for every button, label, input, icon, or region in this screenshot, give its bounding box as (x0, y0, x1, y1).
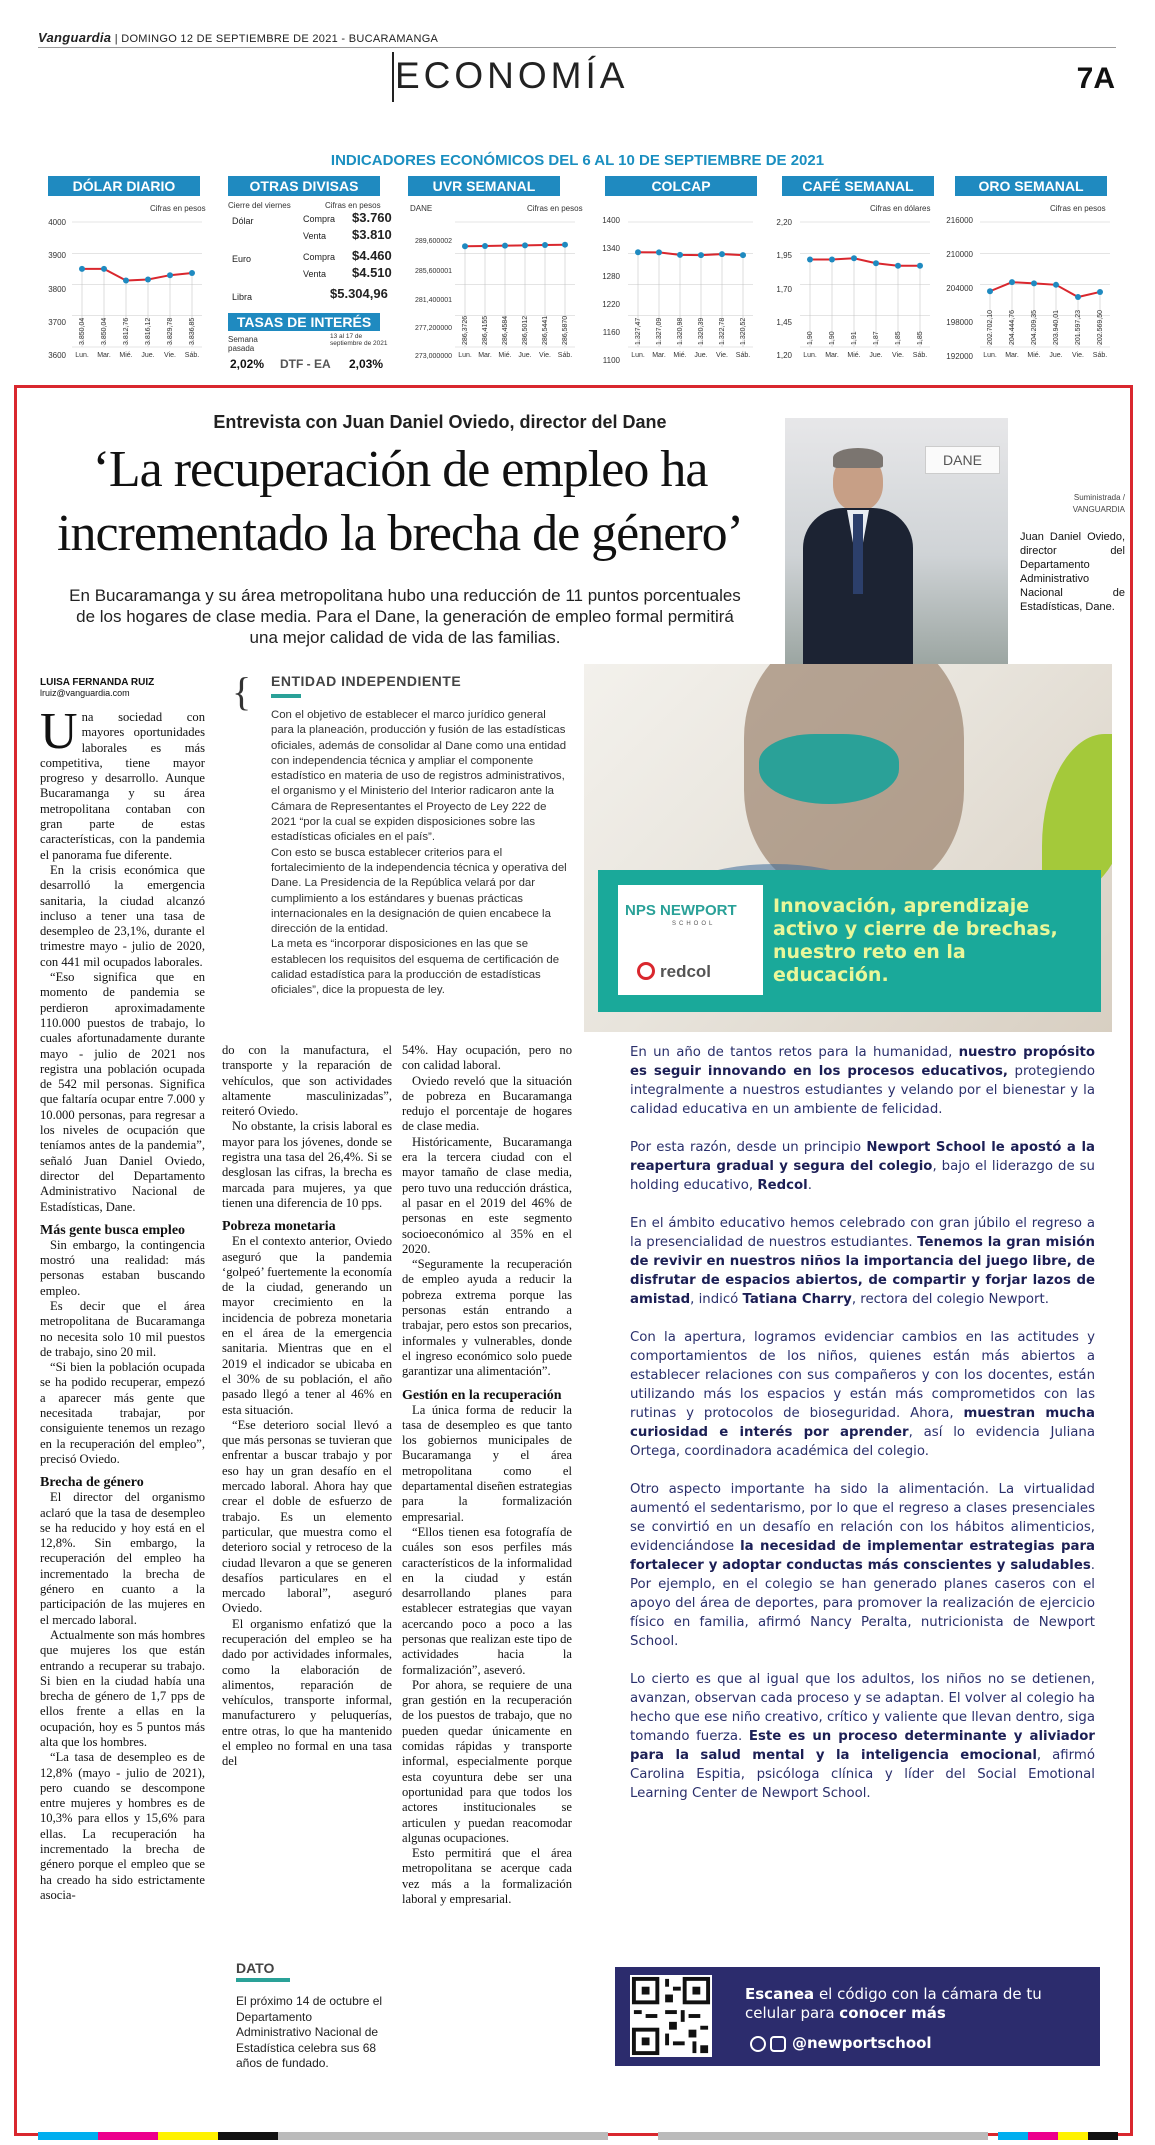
data-point (851, 255, 857, 261)
x-tick-label: Sáb. (184, 352, 200, 359)
article-headline: ‘La recuperación de empleo ha incrementado la brecha de género’ (57, 441, 743, 562)
data-point (189, 270, 195, 276)
y-tick: 1,20 (776, 351, 792, 360)
y-tick: 289,600002 (415, 238, 452, 245)
dolar-panel-title: DÓLAR DIARIO (48, 176, 200, 196)
paragraph: La meta es “incorporar disposiciones en las que se establecen los requisitos del esquema de certificación de calidad estadística para la producción de estadísticas oficiales”, dice la propuesta de ley. (271, 938, 560, 997)
data-point (542, 242, 548, 248)
ad-paragraph (630, 1043, 1095, 1119)
data-point (635, 249, 641, 255)
x-tick-label: Mar. (1005, 352, 1019, 359)
paragraph: En la crisis económica que desarrolló la emergencia sanitaria, la ciudad alcanzó incluso a tener una tasa de desempleo de 23,1%, durante el trimestre mayo - julio de 2020, con 441 mil ocupados laborales. (40, 862, 205, 969)
data-label: 204.209,35 (1031, 309, 1038, 345)
data-label: 202.702,10 (987, 309, 994, 345)
y-tick: 210000 (946, 250, 973, 259)
divisas-type: Venta (303, 269, 327, 279)
article-kicker: Entrevista con Juan Daniel Oviedo, director del Dane (213, 412, 667, 432)
data-label: 1.322,78 (719, 317, 726, 345)
text: , rectora del colegio Newport. (851, 1292, 1049, 1307)
data-point (562, 242, 568, 248)
data-point (462, 243, 468, 249)
y-tick: 285,600001 (415, 268, 452, 275)
data-point (895, 263, 901, 269)
data-label: 1,85 (917, 331, 924, 345)
emphasis: muestran mucha curiosidad e interés por aprender (630, 1406, 1095, 1440)
photo-caption: Juan Daniel Oviedo, director del Departamento Administrativo Nacional de Estadísticas, Dane. (1020, 531, 1125, 613)
article-standfirst: En Bucaramanga y su área metropolitana hubo una reducción de 11 puntos porcentuales de los hogares de clase media. Para el Dane, la generación de empleo formal permitirá una mejor calidad de vida de las familias. (69, 586, 741, 647)
paragraph: do con la manufactura, el transporte y la reparación de vehículos, que son actividades altamente masculinizadas”, reiteró Oviedo. (222, 1043, 392, 1119)
print-registration-strip (38, 2132, 1118, 2140)
x-tick-label: Lun. (983, 352, 997, 359)
data-label: 202.569,50 (1097, 309, 1104, 345)
data-point (101, 266, 107, 272)
uvr-unit: Cifras en pesos (527, 204, 583, 213)
sidebar-brace-icon: { (232, 669, 252, 714)
x-tick-label: Mié. (1027, 352, 1041, 359)
ad-body (630, 1043, 1095, 1822)
text: En un año de tantos retos para la humanidad, (630, 1045, 959, 1060)
divisas-type: Compra (303, 214, 336, 224)
data-label: 1,90 (829, 331, 836, 345)
colcap-panel-title: COLCAP (605, 176, 757, 196)
data-point (740, 252, 746, 258)
text: . (807, 1178, 812, 1193)
data-label: 1,85 (895, 331, 902, 345)
paragraph: Históricamente, Bucaramanga era la tercera ciudad con el mayor tamaño de clase media, pero tuvo una reducción drástica, al pasar en el 2019 del 46% de personas en este segmento socioeconómico al 35% en el 2020. (402, 1134, 572, 1256)
y-tick: 1400 (602, 216, 620, 225)
tasas-left-caption: Semana pasada (228, 335, 258, 353)
y-tick: 3600 (48, 351, 66, 360)
data-point (873, 260, 879, 266)
portrait-photo (785, 418, 1008, 668)
data-label: 1.320,98 (677, 317, 684, 345)
y-tick: 1160 (602, 328, 620, 337)
sidebar-accent-rule (271, 694, 301, 698)
ad-slogan: Innovación, aprendizaje activo y cierre de brechas, nuestro reto en la educación. (773, 895, 1058, 986)
paragraph: 54%. Hay ocupación, pero no con calidad laboral. (402, 1043, 572, 1073)
y-tick: 1,95 (776, 251, 792, 260)
data-point (656, 249, 662, 255)
x-tick-label: Vie. (164, 352, 176, 359)
newport-logo-sub: SCHOOL (672, 921, 716, 927)
section-title: ECONOMÍA (395, 55, 629, 96)
uvr-panel-title: UVR SEMANAL (408, 176, 560, 196)
subheading: Pobreza monetaria (222, 1219, 336, 1235)
x-tick-label: Lun. (458, 352, 472, 359)
text: el código con la cámara de tu celular para (745, 1985, 1042, 2022)
y-tick: 4000 (48, 218, 66, 227)
data-label: 3.812,76 (123, 317, 130, 345)
y-tick: 1220 (602, 300, 620, 309)
x-tick-label: Mié. (119, 352, 133, 359)
paragraph: Es decir que el área metropolitana de Bucaramanga no necesita solo 10 mil puestos de trabajo, sino 20 mil. (40, 1298, 205, 1359)
paragraph: Oviedo reveló que la situación de pobreza en Bucaramanga redujo el porcentaje de hogares de clase media. (402, 1073, 572, 1134)
data-label: 1.320,52 (740, 317, 747, 345)
divisas-panel-title: OTRAS DIVISAS (228, 176, 380, 196)
tasas-right-value: 2,03% (349, 357, 384, 371)
data-label: 286,3726 (462, 315, 469, 345)
y-tick: 192000 (946, 352, 973, 361)
y-tick: 281,400001 (415, 297, 452, 304)
y-tick: 277,200000 (415, 325, 452, 332)
portrait-tie (853, 514, 863, 594)
y-tick: 2,20 (776, 218, 792, 227)
data-point (1031, 280, 1037, 286)
qr-code-icon[interactable] (630, 1975, 712, 2057)
data-point (502, 243, 508, 249)
y-tick: 3800 (48, 285, 66, 294)
divisas-value: $4.460 (352, 248, 392, 263)
newport-logo: NPS NEWPORT (625, 902, 737, 919)
divisas-subhead-right: Cifras en pesos (325, 201, 381, 210)
data-label: 3.816,12 (145, 317, 152, 345)
y-tick: 3700 (48, 318, 66, 327)
emphasis: Este es un proceso determinante y aliviador para la salud mental y la inteligencia emocional (630, 1729, 1095, 1763)
ad-paragraph (630, 1670, 1095, 1803)
y-tick: 1,70 (776, 285, 792, 294)
article-column-3 (402, 1043, 572, 1907)
paragraph-text: na sociedad con mayores oportunidades laborales es más competitiva, tiene mayor progreso y desarrollo. Aunque Bucaramanga y su área metropolitana contaban con gran parte de estas características, con la pandemia el panorama fue diferente. (40, 710, 205, 862)
ad-paragraph (630, 1480, 1095, 1651)
y-tick: 204000 (946, 284, 973, 293)
divisas-value: $3.760 (352, 210, 392, 225)
qr-code-graphic (630, 1975, 712, 2057)
x-tick-label: Mar. (652, 352, 666, 359)
x-tick-label: Jue. (518, 352, 532, 359)
subheading: Brecha de género (40, 1475, 144, 1491)
x-tick-label: Sáb. (557, 352, 573, 359)
x-tick-label: Jue. (869, 352, 883, 359)
redcol-logo-icon (637, 962, 655, 980)
data-point (167, 272, 173, 278)
text: , bajo el liderazgo de su holding educativo, (630, 1159, 1095, 1193)
text: Por esta razón, desde un principio (630, 1140, 867, 1155)
data-point (807, 257, 813, 263)
dato-text: El próximo 14 de octubre el Departamento Administrativo Nacional de Estadística celebra sus 68 años de fundado. (236, 1994, 383, 2070)
oro-panel-title: ORO SEMANAL (955, 176, 1107, 196)
cafe-unit: Cifras en dólares (870, 204, 931, 213)
data-label: 286,5870 (562, 315, 569, 345)
photo-credit: Suministrada / VANGUARDIA (1072, 493, 1125, 514)
emphasis: Tenemos la gran misión de revivir en nuestros niños la importancia del juego libre, de disfrutar de espacios abiertos, de compartir y forjar lazos de amistad (630, 1235, 1095, 1307)
data-label: 1,90 (807, 331, 814, 345)
data-point (987, 288, 993, 294)
y-tick: 1280 (602, 272, 620, 281)
paragraph: No obstante, la crisis laboral es mayor para los jóvenes, donde se registra una tasa del 26,4%. Si se desglosan las cifras, la brecha es marcada para mujeres, ya que tienen una diferencia de 10 pps. (222, 1119, 392, 1210)
paragraph: “Ese deterioro social llevó a que más personas se tuvieran que enfrentar a buscar trabajo y por eso hay un gran desafío en el mercado laboral. Ahora hay que crear el doble de esfuerzo de trabajo. Es un elemento particular, que muestra como el deterioro social y retroceso de la ciudad llevaron a que se generen desafíos particulares en el mercado laboral”, aseguró Oviedo. (222, 1417, 392, 1616)
series-line (810, 258, 920, 266)
portrait-hair (833, 448, 883, 468)
emphasis: Newport School le apostó a la reapertura gradual y segura del colegio (630, 1140, 1095, 1174)
paragraph: “Si bien la población ocupada se ha podido recuperar, empezó a aparecer más gente que necesitada trabajar, por consiguiente tenemos un rezago en la recuperación del empleo”, precisó Oviedo. (40, 1360, 205, 1466)
tasas-left-value: 2,02% (230, 357, 265, 371)
ad-scan-text (745, 1985, 1085, 2023)
data-point (719, 251, 725, 257)
paragraph: “Eso significa que en momento de pandemia se perdieron aproximadamente 110.000 puestos de trabajo, lo cuales afortunadamente durante mayo - julio de 2021 nos registra una población ocupada de 542 mil personas. Significa que faltaría ocupar entre 7.000 y 10.000 personas, para regresar a los niveles de ocupación que teníamos antes de la pandemia”, señaló Juan Daniel Oviedo, director del Departamento Administrativo Nacional de Estadísticas, Dane. (40, 970, 205, 1214)
dolar-unit: Cifras en pesos (150, 204, 206, 213)
data-label: 203.940,01 (1053, 309, 1060, 345)
divisas-value: $4.510 (352, 265, 392, 280)
paragraph: Con el objetivo de establecer el marco jurídico general para la planeación, producción y fusión de las estadísticas oficiales, además de consolidar al Dane como una entidad con independencia técnica y ampliar el componente estadístico en materia de uso de registros administrativos, el organismo y el Ministerio del Interior radicaron ante la Cámara de Representantes el Proyecto de Ley 222 de 2021 “por la cual se expiden disposiciones sobre las estadísticas oficiales en el país”. (271, 709, 567, 844)
data-label: 3.829,78 (167, 317, 174, 345)
tasas-right-caption: 13 al 17 de septiembre de 2021 (330, 333, 388, 347)
section-divider (392, 52, 394, 102)
dateline: | DOMINGO 12 DE SEPTIEMBRE DE 2021 - BUCARAMANGA (114, 33, 439, 45)
data-point (1075, 294, 1081, 300)
data-label: 3.850,04 (101, 317, 108, 345)
dane-sign: DANE (925, 446, 1000, 474)
text: , indicó (690, 1292, 743, 1307)
text: , afirmó Carolina Espitia, psicóloga clínica y líder del Social Emotional Learning Center de Newport School. (630, 1748, 1095, 1801)
divisas-type: Venta (303, 231, 327, 241)
emphasis: Tatiana Charry (742, 1292, 852, 1307)
data-label: 286,5012 (522, 315, 529, 345)
data-point (829, 257, 835, 263)
cafe-panel-title: CAFÉ SEMANAL (782, 176, 934, 196)
x-tick-label: Vie. (716, 352, 728, 359)
data-label: 1,87 (873, 331, 880, 345)
paragraph: Con esto se busca establecer criterios para el fortalecimiento de la independencia técnica y operativa del Dane. La Presidencia de la República velará por dar cumplimiento a los estándares y buenas prácticas internacionales en la designación de quien encabece la dirección de la entidad. (271, 846, 567, 936)
paragraph: Por ahora, se requiere de una gran gestión en la recuperación de los puestos de trabajo, que no pueden quedar únicamente en comidas rápidas y transporte informal, especialmente porque esta coyuntura debe ser una oportunidad para que todos los actores institucionales se articulen y puedan reacomodar algunas ocupaciones. (402, 1677, 572, 1845)
instagram-icon[interactable] (770, 2036, 786, 2052)
series-line (638, 252, 743, 255)
data-label: 204.444,76 (1009, 309, 1016, 345)
y-tick: 1,45 (776, 318, 792, 327)
series-line (82, 269, 192, 281)
data-label: 286,4155 (482, 315, 489, 345)
oro-unit: Cifras en pesos (1050, 204, 1106, 213)
uvr-chart (455, 222, 575, 357)
text: . Por ejemplo, en el colegio se han generado planes caseros con el apoyo del área de deportes, para promover la realización de ejercicio físico en familia, afirmó Nancy Peralta, nutricionista de Newport School. (630, 1558, 1095, 1649)
tasas-mid-label: DTF - EA (280, 357, 331, 371)
ad-paragraph (630, 1328, 1095, 1461)
x-tick-label: Lun. (631, 352, 645, 359)
subheading: Más gente busca empleo (40, 1222, 186, 1238)
x-tick-label: Mié. (673, 352, 687, 359)
dato-title: DATO (236, 1960, 275, 1976)
y-tick: 1100 (602, 356, 620, 365)
text: protegiendo integralmente a nuestros estudiantes y velando por el bienestar y la calidad educativa en un ambiente de felicidad. (630, 1064, 1095, 1117)
x-tick-label: Sáb. (912, 352, 928, 359)
paragraph: El director del organismo aclaró que la tasa de desempleo se ha reducido y hoy está en el 12,8%. Sin embargo, la recuperación del empleo ha incrementado la brecha de género en cuanto a la participación de las mujeres en el mercado laboral. (40, 1490, 205, 1627)
paragraph: Esto permitirá que el área metropolitana se acerque cada vez más a la formalización laboral y empresarial. (402, 1846, 572, 1907)
data-label: 1.327,47 (635, 317, 642, 345)
x-tick-label: Vie. (892, 352, 904, 359)
ad-paragraph (630, 1138, 1095, 1195)
data-label: 1.320,39 (698, 317, 705, 345)
header-rule (38, 47, 1116, 48)
x-tick-label: Mié. (847, 352, 861, 359)
divisas-value: $5.304,96 (330, 286, 388, 301)
x-tick-label: Mar. (97, 352, 111, 359)
data-point (698, 252, 704, 258)
data-label: 286,5441 (542, 315, 549, 345)
redcol-logo: redcol (660, 962, 712, 981)
series-line (465, 245, 565, 247)
data-label: 201.597,23 (1075, 309, 1082, 345)
paper-name: Vanguardia (38, 30, 112, 45)
divisas-currency: Euro (232, 254, 252, 264)
data-point (123, 278, 129, 284)
paragraph: En el contexto anterior, Oviedo aseguró que la pandemia ‘golpeó’ fuertemente la economía de la ciudad, generando un mayor crecimiento en la incidencia de pobreza monetaria en el área de la emergencia sanitaria. Mientras que en el 2019 el indicador se ubicaba en el 30% de su población, el año pasado llegó a tener al 46% en esta situación. (222, 1234, 392, 1417)
paragraph: “La tasa de desempleo es de 12,8% (mayo - julio de 2021), pero cuando se descompone entre mujeres y hombres es de 10,3% para ellos y 15,6% para ellas. La recuperación ha incrementado la brecha de género porque el empleo que se ha creado ha sido estrictamente asocia- (40, 1750, 205, 1902)
divisas-type: Compra (303, 252, 336, 262)
author-email[interactable]: lruiz@vanguardia.com (40, 688, 130, 698)
paragraph: “Seguramente la recuperación de empleo ayuda a reducir la pobreza extrema porque las personas están entrando a trabajar, pero estos son precarios, informales y vulnerables, donde el ingreso económico solo puede garantizar una alimentación”. (402, 1257, 572, 1379)
x-tick-label: Sáb. (1092, 352, 1108, 359)
y-tick: 3900 (48, 251, 66, 260)
data-point (1053, 282, 1059, 288)
drop-cap: U (40, 703, 78, 760)
author-name: LUISA FERNANDA RUIZ (40, 677, 155, 688)
x-tick-label: Mar. (478, 352, 492, 359)
divisas-value: $3.810 (352, 227, 392, 242)
data-label: 3.850,04 (79, 317, 86, 345)
ad-face-mask (759, 734, 899, 804)
y-tick: 216000 (946, 216, 973, 225)
paragraph: “Ellos tienen esa fotografía de cuáles son esos perfiles más característicos de la informalidad en la ciudad y están desarrollando planes para establecer estrategias que vayan acercando poco a poco a las personas que realizan este tipo de actividades hacia la formalización”, aseveró. (402, 1524, 572, 1677)
tasas-title: TASAS DE INTERÉS (228, 313, 380, 331)
data-label: 1,91 (851, 331, 858, 345)
divisas-subhead-left: Cierre del viernes (228, 201, 291, 210)
x-tick-label: Vie. (539, 352, 551, 359)
data-point (677, 252, 683, 258)
ad-paragraph (630, 1214, 1095, 1309)
dolar-chart (72, 222, 202, 357)
text: Con la apertura, logramos evidenciar cambios en las actitudes y comportamientos de los niños, quienes están más abiertos a establecer relaciones con sus compañeros y con los docentes, están utilizando más los espacios y están más comprometidos con las rutinas y protocolos de bioseguridad. Ahora, (630, 1330, 1095, 1421)
x-tick-label: Lun. (75, 352, 89, 359)
x-tick-label: Jue. (1049, 352, 1063, 359)
facebook-icon[interactable] (750, 2036, 766, 2052)
text: Otro aspecto importante ha sido la alimentación. La virtualidad aumentó el sedentarismo, por lo que el regreso a clases presenciales se convirtió en un desafío en relación con los hábitos alimenticios, evidenciándose (630, 1482, 1095, 1554)
emphasis: la necesidad de implementar estrategias para fortalecer y adoptar conductas más conscientes y saludables (630, 1539, 1095, 1573)
emphasis: Redcol (757, 1178, 808, 1193)
oro-chart (980, 222, 1110, 357)
data-point (482, 243, 488, 249)
byline (40, 677, 154, 699)
data-point (145, 276, 151, 282)
y-tick: 1340 (602, 244, 620, 253)
text: Lo cierto es que al igual que los adultos, los niños no se detienen, avanzan, observan cada proceso y se adaptan. El volver al colegio ha hecho que ese niño creativo, crítico y valiente que llevan dentro, siga tomando fuerza. (630, 1672, 1095, 1744)
emphasis: nuestro propósito es seguir innovando en los procesos educativos, (630, 1045, 1095, 1079)
divisas-currency: Libra (232, 292, 253, 302)
paragraph: El organismo enfatizó que la recuperación del empleo se ha dado por actividades informales, como la elaboración de alimentos, reparación de vehículos, transporte informal, manufacturero y peluquerías, entre otras, lo que ha mantenido el empleo no formal en una tasa del (222, 1616, 392, 1769)
masthead (38, 30, 438, 45)
data-label: 1.327,09 (656, 317, 663, 345)
dato-accent-rule (236, 1978, 290, 1982)
paragraph (40, 703, 205, 863)
page-number: 7A (1076, 62, 1115, 95)
sidebar-body (271, 708, 570, 999)
data-point (79, 266, 85, 272)
colcap-chart (628, 222, 753, 357)
emphasis: Escanea (745, 1985, 815, 2003)
x-tick-label: Jue. (694, 352, 708, 359)
x-tick-label: Jue. (141, 352, 155, 359)
sidebar-title: ENTIDAD INDEPENDIENTE (271, 673, 462, 689)
indicators-title: INDICADORES ECONÓMICOS DEL 6 AL 10 DE SEPTIEMBRE DE 2021 (330, 152, 825, 169)
emphasis: conocer más (839, 2004, 946, 2022)
x-tick-label: Sáb. (735, 352, 751, 359)
dateline-text: DOMINGO 12 DE SEPTIEMBRE DE 2021 - BUCARAMANGA (121, 33, 439, 45)
paragraph: Actualmente son más hombres que mujeres los que están entrando a recuperar su trabajo. Si bien en la ciudad había una brecha de género de 1,7 pps de ellos frente a ellas en la ocupación, hoy es 5 puntos más alta que los hombres. (40, 1627, 205, 1749)
data-point (522, 242, 528, 248)
article-column-2 (222, 1043, 392, 1770)
data-label: 286,4584 (502, 315, 509, 345)
y-tick: 273,000000 (415, 353, 452, 360)
data-point (917, 263, 923, 269)
text: En el ámbito educativo hemos celebrado con gran júbilo el regreso a la presencialidad de nuestros estudiantes. (630, 1216, 1095, 1250)
x-tick-label: Mar. (825, 352, 839, 359)
data-point (1097, 289, 1103, 295)
uvr-subhead: DANE (410, 204, 433, 213)
text: , así lo evidencia Juliana Ortega, coordinadora académica del colegio. (630, 1425, 1096, 1459)
social-handle[interactable]: @newportschool (792, 2034, 932, 2052)
y-tick: 198000 (946, 318, 973, 327)
x-tick-label: Lun. (803, 352, 817, 359)
article-column-1 (40, 703, 205, 1903)
cafe-chart (800, 222, 930, 357)
x-tick-label: Vie. (1072, 352, 1084, 359)
divisas-currency: Dólar (232, 216, 254, 226)
data-point (1009, 279, 1015, 285)
x-tick-label: Mié. (498, 352, 512, 359)
subheading: Gestión en la recuperación (402, 1387, 562, 1403)
data-label: 3.836,85 (189, 317, 196, 345)
paragraph: La única forma de reducir la tasa de desempleo es que tanto los gobiernos municipales de Bucaramanga y el área metropolitana como el departamental diseñen estrategias para la formalización empresarial. (402, 1402, 572, 1524)
paragraph: Sin embargo, la contingencia mostró una realidad: más personas estaban buscando empleo. (40, 1237, 205, 1298)
